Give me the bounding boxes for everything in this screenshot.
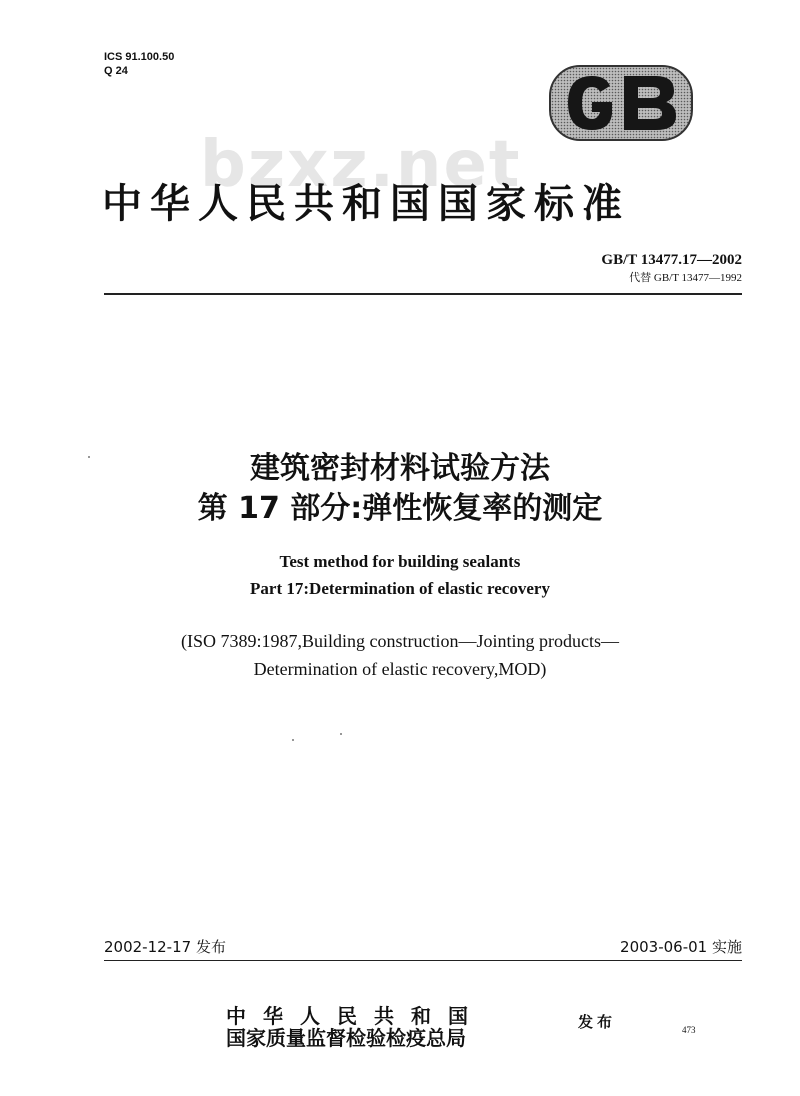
ics-code: ICS 91.100.50 bbox=[104, 51, 175, 63]
title-cn-line2: 第 17 部分:弹性恢复率的测定 bbox=[197, 491, 603, 526]
standard-number: GB/T 13477.17—2002 bbox=[601, 252, 742, 268]
replaced-standard: 代替 GB/T 13477—1992 bbox=[629, 272, 742, 284]
iso-reference-line2: Determination of elastic recovery,MOD) bbox=[253, 659, 547, 679]
page-number: 473 bbox=[682, 1025, 696, 1035]
speck bbox=[340, 733, 342, 735]
classification-code: Q 24 bbox=[104, 65, 128, 77]
footer-divider bbox=[104, 960, 742, 961]
issuer-line1: 中华人民共和国 bbox=[226, 1004, 485, 1028]
issuer-line2: 国家质量监督检验检疫总局 bbox=[226, 1026, 466, 1050]
header-divider bbox=[104, 293, 742, 295]
issue-date: 2002-12-17 发布 bbox=[104, 938, 226, 956]
iso-reference-line1: (ISO 7389:1987,Building construction—Jointing products— bbox=[181, 631, 619, 651]
national-standard-title: 中华人民共和国国家标准 bbox=[102, 180, 630, 227]
issue-action: 发布 bbox=[578, 1013, 617, 1031]
speck bbox=[88, 456, 90, 458]
speck bbox=[292, 739, 294, 741]
title-en-line1: Test method for building sealants bbox=[279, 552, 521, 571]
watermark: bzxz.net bbox=[200, 128, 522, 202]
gb-logo-icon bbox=[548, 64, 694, 142]
title-en-line2: Part 17:Determination of elastic recovery bbox=[250, 579, 550, 598]
implementation-date: 2003-06-01 实施 bbox=[620, 938, 742, 956]
ics-code-block bbox=[104, 50, 174, 78]
title-cn-line1: 建筑密封材料试验方法 bbox=[250, 451, 550, 486]
